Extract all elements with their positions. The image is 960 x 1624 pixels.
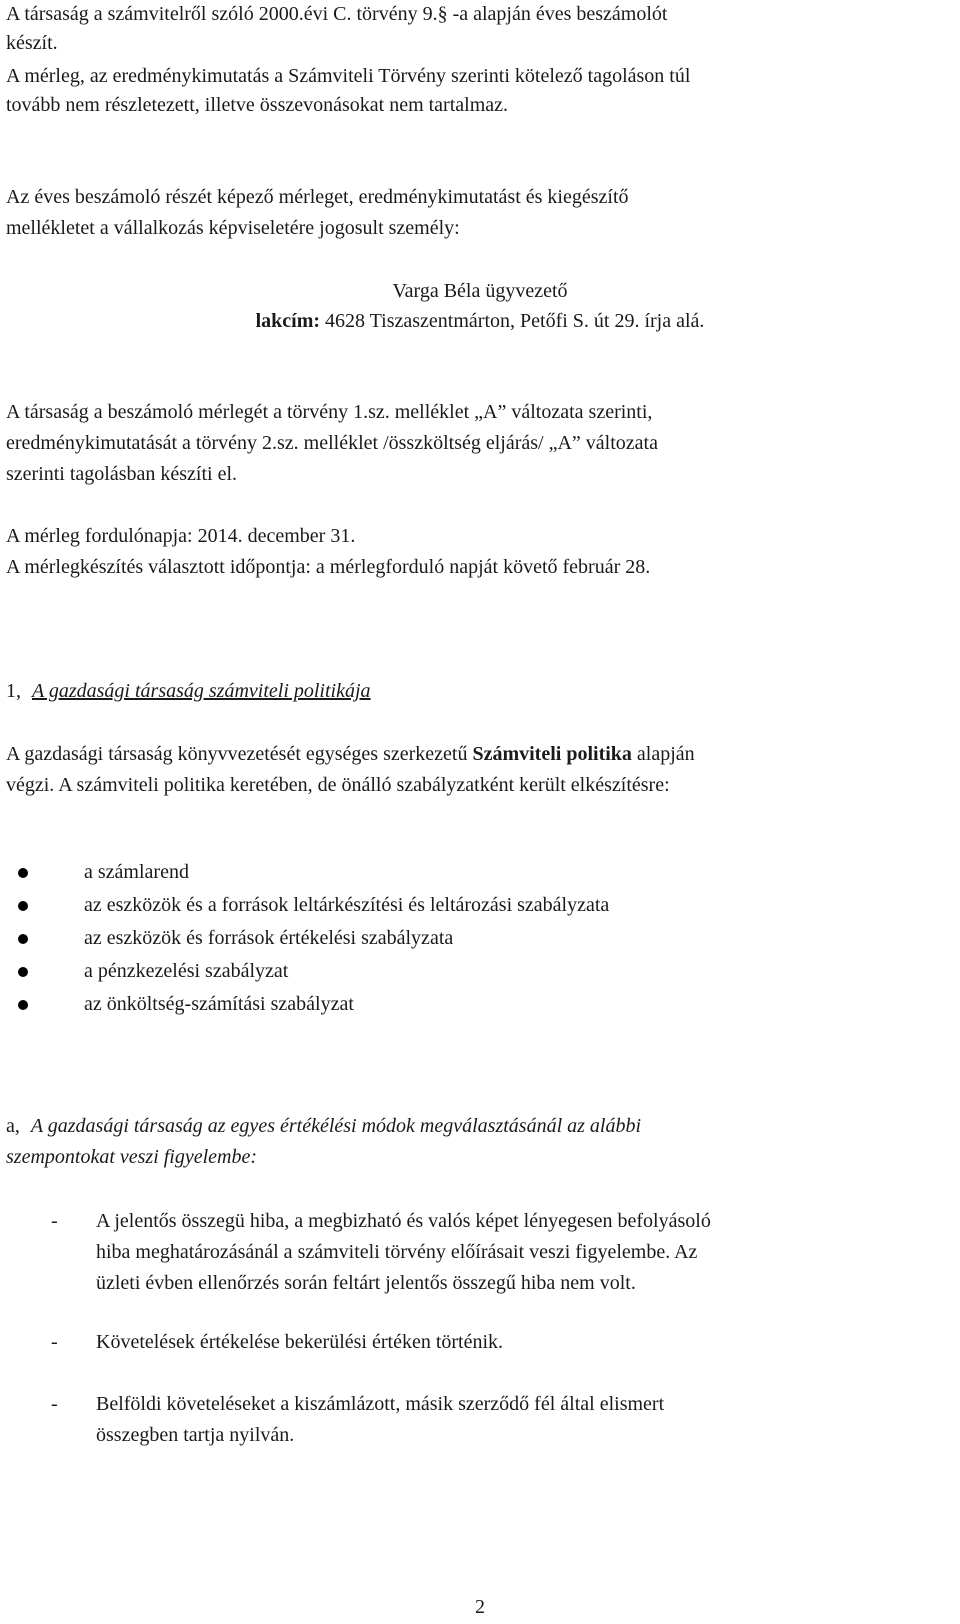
format-paragraph-line-2: eredménykimutatását a törvény 2.sz. melléklet /összköltség eljárás/ „A” változata	[6, 432, 658, 454]
policy-pre: A gazdasági társaság könyvvezetését egységes szerkezetű	[6, 743, 473, 765]
format-paragraph-line-3: szerinti tagolásban készíti el.	[6, 463, 238, 485]
intro-line-2: készít.	[6, 32, 58, 54]
bullet-icon	[18, 967, 28, 977]
list-item	[6, 889, 906, 922]
bullet-icon	[18, 934, 28, 944]
policy-list	[6, 856, 906, 1021]
signer-paragraph-line-1: Az éves beszámoló részét képező mérleget, eredménykimutatást és kiegészítő	[6, 186, 629, 208]
list-item	[6, 856, 906, 889]
list-item	[6, 922, 906, 955]
dash-marker: -	[51, 1210, 58, 1232]
bullet-icon	[18, 868, 28, 878]
policy-bold: Számviteli politika	[472, 743, 632, 765]
dash-marker: -	[51, 1393, 58, 1415]
list-item	[6, 955, 906, 988]
format-paragraph-line-1: A társaság a beszámoló mérlegét a törvény 1.sz. melléklet „A” változata szerinti,	[6, 401, 653, 423]
list-item-text: a pénzkezelési szabályzat	[84, 960, 289, 982]
dash-marker: -	[51, 1331, 58, 1353]
criteria-text-line: A jelentős összegü hiba, a megbizható és valós képet lényegesen befolyásoló	[96, 1210, 711, 1232]
criteria-text-line: Követelések értékelése bekerülési értéken történik.	[96, 1331, 504, 1353]
list-item-text: a számlarend	[84, 861, 189, 883]
criteria-text-line: hiba meghatározásánál a számviteli törvény előírásait veszi figyelembe. Az	[96, 1241, 698, 1263]
policy-paragraph-line-1	[6, 740, 956, 769]
criteria-text-line: összegben tartja nyilván.	[96, 1424, 295, 1446]
preparation-date: A mérlegkészítés választott időpontja: a mérlegforduló napját követő február 28.	[6, 556, 651, 578]
section-1-number: 1,	[6, 680, 21, 702]
signer-name: Varga Béla ügyvezető	[392, 280, 568, 302]
bullet-icon	[18, 1000, 28, 1010]
criteria-text-line: Belföldi követeléseket a kiszámlázott, másik szerződő fél által elismert	[96, 1393, 665, 1415]
section-a-title: A gazdasági társaság az egyes értékélési módok megválasztásánál az alábbi	[30, 1115, 642, 1137]
list-item	[6, 988, 906, 1021]
signer-paragraph-line-2: mellékletet a vállalkozás képviseletére jogosult személy:	[6, 217, 460, 239]
list-item-text: az önköltség-számítási szabályzat	[84, 993, 354, 1015]
page-number: 2	[475, 1596, 485, 1618]
intro-line-1: A társaság a számvitelről szóló 2000.évi C. törvény 9.§ -a alapján éves beszámolót	[6, 3, 668, 25]
section-a-letter: a,	[6, 1115, 20, 1137]
criteria-text-line: üzleti évben ellenőrzés során feltárt jelentős összegű hiba nem volt.	[96, 1272, 636, 1294]
section-a-line-2: szempontokat veszi figyelembe:	[6, 1146, 258, 1168]
intro-line-4: tovább nem részletezett, illetve összevonásokat nem tartalmaz.	[6, 94, 509, 116]
list-item-text: az eszközök és a források leltárkészítési és leltározási szabályzata	[84, 894, 610, 916]
signer-address	[0, 307, 960, 336]
section-a-line-1	[6, 1112, 956, 1141]
section-1-title: A gazdasági társaság számviteli politikája	[32, 680, 371, 702]
balance-date: A mérleg fordulónapja: 2014. december 31.	[6, 525, 356, 547]
bullet-icon	[18, 901, 28, 911]
policy-paragraph-line-2: végzi. A számviteli politika keretében, de önálló szabályzatként került elkészítésre:	[6, 774, 670, 796]
list-item-text: az eszközök és források értékelési szabályzata	[84, 927, 454, 949]
section-1-heading	[6, 677, 956, 706]
intro-line-3: A mérleg, az eredménykimutatás a Számviteli Törvény szerinti kötelező tagoláson túl	[6, 65, 691, 87]
address-value: 4628 Tiszaszentmárton, Petőfi S. út 29. írja alá.	[325, 310, 705, 332]
address-label: lakcím:	[255, 310, 321, 332]
policy-post: alapján	[631, 743, 695, 765]
